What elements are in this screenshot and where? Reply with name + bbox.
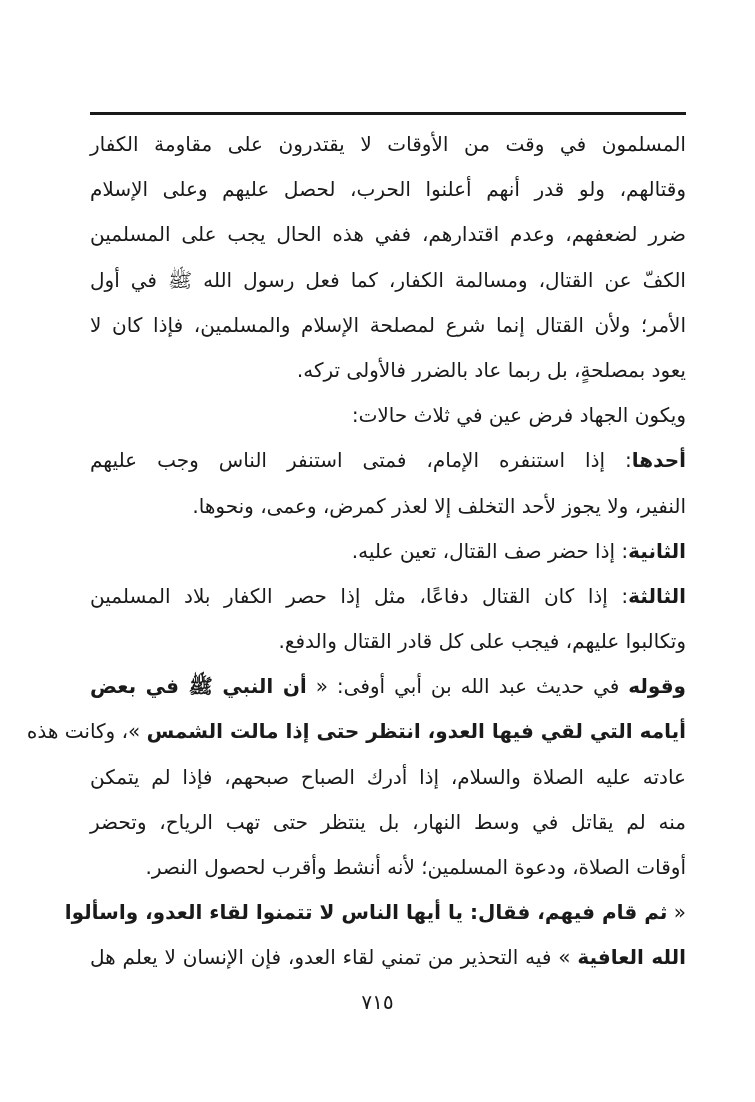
text-segment: المسلمون في وقت من الأوقات لا يقتدرون على مقاومة الكفار	[90, 132, 686, 156]
text-line	[90, 258, 686, 303]
bold-segment: أحدها	[631, 448, 686, 473]
text-segment: وقتالهم، ولو قدر أنهم أعلنوا الحرب، لحصل عليهم وعلى الإسلام	[90, 177, 686, 202]
text-segment: في حديث عبد الله بن أبي أوفى: «	[306, 674, 629, 699]
text-segment: وتكالبوا عليهم، فيجب على كل قادر القتال والدفع.	[278, 629, 686, 654]
text-line	[90, 755, 686, 800]
text-line	[90, 484, 686, 529]
bold-segment: ثم قام فيهم، فقال: يا أيها الناس لا تتمنوا لقاء العدو، واسألوا	[64, 900, 668, 925]
text-segment: «	[667, 900, 686, 925]
text-segment: » فيه التحذير من تمني لقاء العدو، فإن الإنسان لا يعلم هل	[90, 945, 578, 970]
text-segment: أوقات الصلاة، ودعوة المسلمين؛ لأنه أنشط وأقرب لحصول النصر.	[145, 855, 686, 879]
text-segment: : إذا استنفره الإمام، فمتى استنفر الناس وجب عليهم	[90, 448, 632, 473]
text-segment: يعود بمصلحةٍ، بل ربما عاد بالضرر فالأولى تركه.	[296, 357, 686, 382]
text-segment: الكفّ عن القتال، ومسالمة الكفار، كما فعل رسول الله ﷺ في أول	[90, 267, 686, 292]
text-line	[64, 890, 686, 935]
bold-segment: وقوله	[628, 674, 686, 699]
page-body-text	[26, 122, 686, 981]
text-segment: منه لم يقاتل في وسط النهار، بل ينتظر حتى تهب الرياح، وتحضر	[90, 809, 686, 834]
text-segment: ضرر لضعفهم، وعدم اقتدارهم، ففي هذه الحال يجب على المسلمين	[90, 222, 686, 247]
text-line	[90, 167, 686, 212]
text-segment: عادته عليه الصلاة والسلام، إذا أدرك الصباح صبحهم، فإذا لم يتمكن	[90, 764, 686, 789]
bold-segment: الثالثة	[628, 583, 686, 608]
text-line	[90, 348, 686, 393]
text-line	[90, 935, 686, 980]
text-line	[90, 664, 686, 709]
text-line	[90, 619, 686, 664]
text-segment: »، وكانت هذه	[26, 719, 147, 744]
bold-segment: أن النبي ﷺ في بعض	[90, 674, 307, 699]
text-line	[90, 393, 686, 438]
text-line	[90, 212, 686, 257]
text-line	[90, 800, 686, 845]
text-line	[90, 303, 686, 348]
text-line	[90, 574, 686, 619]
page-number: ٧١٥	[361, 990, 394, 1014]
text-segment: ويكون الجهاد فرض عين في ثلاث حالات:	[351, 403, 686, 428]
text-line	[90, 845, 686, 890]
header-rule	[90, 112, 686, 115]
bold-segment: أيامه التي لقي فيها العدو، انتظر حتى إذا مالت الشمس	[146, 719, 686, 744]
text-segment: : إذا كان القتال دفاعًا، مثل إذا حصر الكفار بلاد المسلمين	[90, 583, 629, 608]
text-line	[26, 709, 686, 754]
text-line	[90, 529, 686, 574]
bold-segment: الله العافية	[577, 945, 686, 970]
text-segment: الأمر؛ ولأن القتال إنما شرع لمصلحة الإسلام والمسلمين، فإذا كان لا	[90, 312, 686, 337]
text-line	[90, 438, 686, 483]
bold-segment: الثانية	[628, 538, 686, 563]
text-segment: : إذا حضر صف القتال، تعين عليه.	[351, 538, 629, 563]
text-line	[90, 122, 686, 167]
text-segment: النفير، ولا يجوز لأحد التخلف إلا لعذر كمرض، وعمى، ونحوها.	[192, 493, 686, 518]
